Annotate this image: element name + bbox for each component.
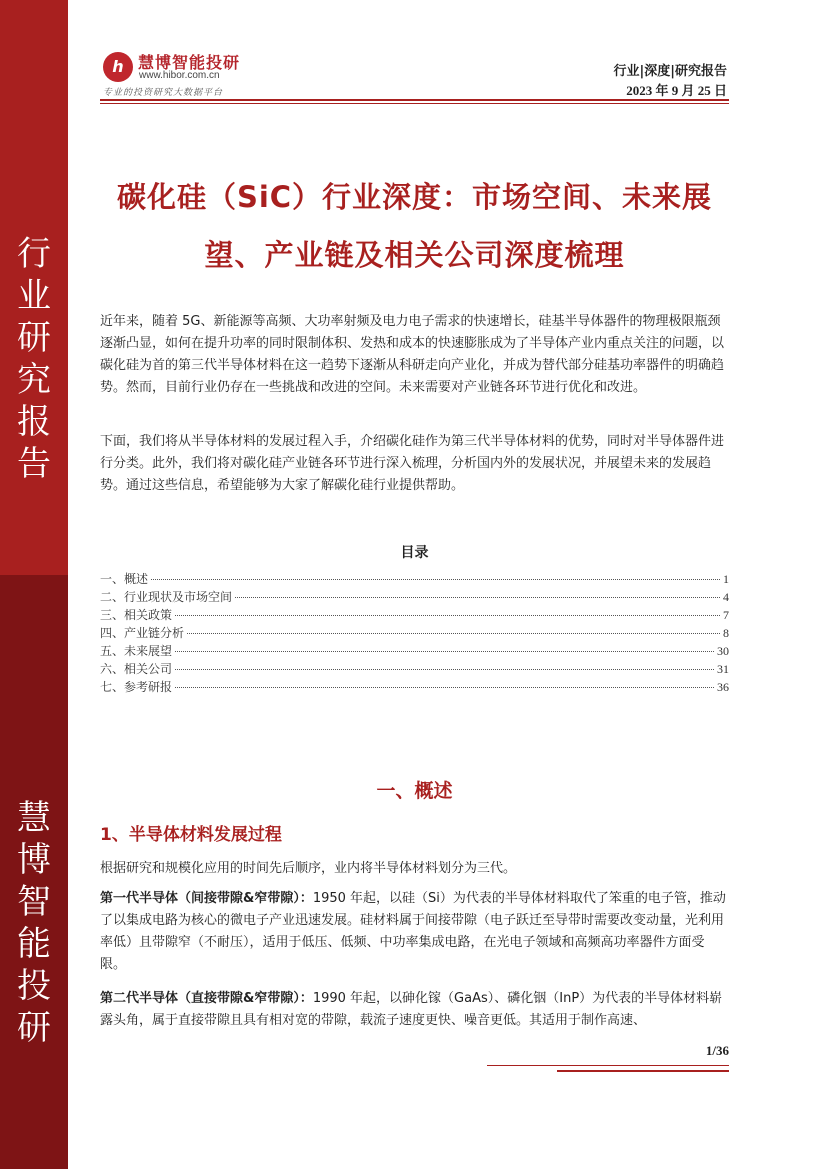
toc-item-label: 一、概述 [100,572,149,586]
toc-title: 目录 [400,545,429,561]
toc-item-page: 4 [723,590,729,604]
toc-leader-dots [175,669,714,670]
toc-item-label: 六、相关公司 [100,662,173,676]
toc-item-page: 30 [717,644,729,658]
page-number: 1/36 [705,1043,729,1058]
toc-item[interactable] [100,678,729,696]
toc-item-label: 七、参考研报 [100,680,173,694]
logo-slogan: 专业的投资研究大数据平台 [103,88,224,98]
toc-item-label: 五、未来展望 [100,644,173,658]
toc-leader-dots [235,597,720,598]
toc-leader-dots [175,687,714,688]
subsection-heading: 1、半导体材料发展过程 [100,825,282,845]
toc-item-label: 二、行业现状及市场空间 [100,590,233,604]
toc-item-page: 7 [723,608,729,622]
document-title: 碳化硅（SiC）行业深度：市场空间、未来展望、产业链及相关公司深度梳理 [116,180,713,272]
paragraph-body: 1990 年起，以砷化镓（GaAs）、磷化铟（InP）为代表的半导体材料崭露头角，属于直接带隙且具有相对宽的带隙，载流子速度更快、噪音更低。其适用于制作高速、 [100,991,723,1028]
toc-item[interactable] [100,588,729,606]
brand-logo[interactable] [103,50,263,100]
paragraph-body: 1950 年起，以硅（Si）为代表的半导体材料取代了笨重的电子管，推动了以集成电路为核心的微电子产业迅速发展。硅材料属于间接带隙（电子跃迁至导带时需要改变动量，光利用率低）且带隙窄（不耐压），适用于低压、低频、中功率集成电路，在光电子领域和高频高功率器件方面受限。 [100,891,726,972]
logo-icon: h [103,52,133,82]
body-paragraph-2 [100,888,729,976]
toc-item[interactable] [100,570,729,588]
toc-item-page: 36 [717,680,729,694]
toc-item-page: 8 [723,626,729,640]
footer-divider-thick [557,1070,729,1072]
table-of-contents [100,570,729,696]
paragraph-lead: 第二代半导体（直接带隙&窄带隙）： [100,991,313,1006]
paragraph-lead: 第一代半导体（间接带隙&窄带隙）： [100,891,313,906]
logo-name: 慧博智能投研 [138,53,241,72]
toc-leader-dots [175,651,714,652]
section-heading: 一、概述 [376,780,453,802]
toc-item[interactable] [100,606,729,624]
toc-leader-dots [151,579,720,580]
toc-leader-dots [175,615,720,616]
body-paragraph-3 [100,988,729,1032]
logo-url: www.hibor.com.cn [139,70,220,81]
sidebar [0,0,68,1169]
sidebar-brand-label: 慧博智能投研 [17,798,51,1048]
toc-item-page: 31 [717,662,729,676]
toc-item[interactable] [100,660,729,678]
header-divider [100,99,729,101]
report-type: 行业|深度|研究报告 [613,64,727,79]
toc-item-label: 三、相关政策 [100,608,173,622]
footer-divider [487,1065,729,1066]
intro-paragraph-2: 下面，我们将从半导体材料的发展过程入手，介绍碳化硅作为第三代半导体材料的优势，同时对半导体器件进行分类。此外，我们将对碳化硅产业链各环节进行深入梳理，分析国内外的发展状况，并展望未来的发展趋势。通过这些信息，希望能够为大家了解碳化硅行业提供帮助。 [100,434,725,493]
toc-item[interactable] [100,624,729,642]
sidebar-report-label: 行业研究报告 [17,234,51,484]
report-date: 2023 年 9 月 25 日 [626,83,727,98]
toc-item-page: 1 [723,572,729,586]
body-paragraph-1: 根据研究和规模化应用的时间先后顺序，业内将半导体材料划分为三代。 [100,861,517,876]
toc-leader-dots [187,633,720,634]
header-divider-thin [100,103,729,104]
intro-paragraph-1: 近年来，随着 5G、新能源等高频、大功率射频及电力电子需求的快速增长，硅基半导体器件的物理极限瓶颈逐渐凸显，如何在提升功率的同时限制体积、发热和成本的快速膨胀成为了半导体产业内重点关注的问题，以碳化硅为首的第三代半导体材料在这一趋势下逐渐从科研走向产业化，并成为替代部分硅基功率器件的明确趋势。然而，目前行业仍存在一些挑战和改进的空间。未来需要对产业链各环节进行优化和改进。 [100,314,725,395]
toc-item-label: 四、产业链分析 [100,626,185,640]
toc-item[interactable] [100,642,729,660]
